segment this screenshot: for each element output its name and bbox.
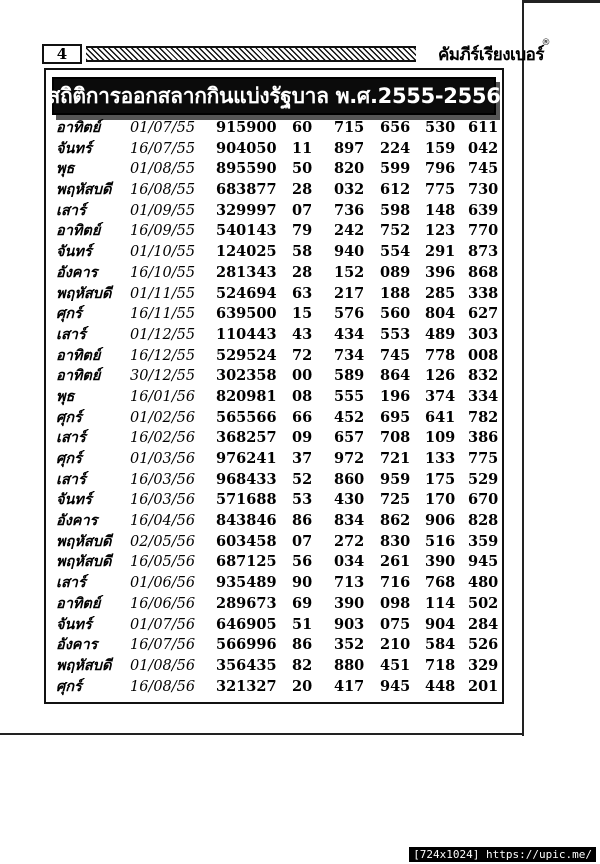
three-digit-2: 098	[380, 594, 411, 612]
three-digit-4: 639	[468, 201, 499, 219]
two-digit-prize: 60	[292, 119, 313, 136]
three-digit-4: 611	[468, 119, 499, 136]
draw-day: เสาร์	[56, 471, 86, 488]
draw-date: 16/09/55	[130, 223, 196, 240]
draw-day: อาทิตย์	[56, 368, 101, 385]
two-digit-prize: 07	[292, 532, 313, 550]
table-row	[52, 346, 502, 367]
draw-date: 16/08/56	[130, 678, 196, 695]
draw-day: เสาร์	[56, 575, 86, 592]
three-digit-4: 042	[468, 139, 499, 157]
draw-date: 01/10/55	[130, 244, 196, 261]
draw-date: 16/01/56	[130, 388, 196, 405]
table-row	[52, 118, 502, 139]
draw-date: 01/11/55	[130, 285, 196, 302]
first-prize: 329997	[216, 201, 277, 219]
three-digit-4: 338	[468, 284, 499, 302]
first-prize: 935489	[216, 574, 277, 592]
draw-date: 01/07/56	[130, 616, 196, 633]
two-digit-prize: 56	[292, 553, 313, 571]
first-prize: 687125	[216, 553, 277, 571]
three-digit-2: 612	[380, 181, 411, 199]
two-digit-prize: 58	[292, 243, 313, 261]
scan-edge-bottom	[0, 733, 524, 735]
three-digit-4: 359	[468, 532, 499, 550]
two-digit-prize: 43	[292, 325, 313, 343]
three-digit-3: 489	[425, 325, 456, 343]
three-digit-1: 903	[334, 615, 365, 633]
three-digit-2: 451	[380, 656, 411, 674]
draw-date: 16/04/56	[130, 513, 196, 530]
draw-date: 01/03/56	[130, 451, 196, 467]
draw-date: 16/12/55	[130, 347, 196, 364]
three-digit-4: 873	[468, 243, 499, 261]
draw-day: ศุกร์	[56, 306, 82, 323]
first-prize: 915900	[216, 119, 277, 136]
brand-name: คัมภีร์เรียงเบอร์	[437, 44, 544, 65]
draw-date: 16/03/56	[130, 471, 196, 488]
first-prize: 571688	[216, 491, 277, 509]
table-row	[52, 304, 502, 325]
table-row	[52, 139, 502, 160]
draw-date: 16/08/55	[130, 182, 196, 199]
three-digit-1: 940	[334, 243, 365, 261]
first-prize: 110443	[216, 325, 277, 343]
draw-date: 01/06/56	[130, 575, 196, 592]
three-digit-3: 291	[425, 243, 456, 261]
two-digit-prize: 66	[292, 408, 313, 426]
three-digit-3: 109	[425, 429, 456, 447]
table-row	[52, 656, 502, 677]
two-digit-prize: 72	[292, 346, 313, 364]
three-digit-2: 695	[380, 408, 411, 426]
first-prize: 968433	[216, 470, 277, 488]
draw-day: พฤหัสบดี	[56, 657, 112, 674]
three-digit-3: 775	[425, 181, 456, 199]
three-digit-2: 075	[380, 615, 411, 633]
three-digit-4: 775	[468, 450, 499, 467]
two-digit-prize: 50	[292, 160, 313, 178]
three-digit-3: 396	[425, 263, 456, 281]
two-digit-prize: 69	[292, 594, 313, 612]
first-prize: 289673	[216, 594, 277, 612]
two-digit-prize: 09	[292, 429, 313, 447]
first-prize: 683877	[216, 181, 277, 199]
first-prize: 368257	[216, 429, 277, 447]
three-digit-2: 830	[380, 532, 411, 550]
three-digit-2: 862	[380, 512, 411, 530]
three-digit-3: 796	[425, 160, 456, 178]
draw-day: ศุกร์	[56, 451, 82, 467]
draw-day: อังคาร	[56, 513, 98, 530]
three-digit-2: 656	[380, 119, 411, 136]
three-digit-3: 390	[425, 553, 456, 571]
draw-day: พฤหัสบดี	[56, 533, 112, 550]
page-header	[42, 38, 550, 66]
three-digit-2: 210	[380, 636, 411, 654]
draw-date: 01/07/55	[130, 120, 196, 136]
table-row	[52, 325, 502, 346]
three-digit-1: 272	[334, 532, 365, 550]
three-digit-1: 820	[334, 160, 365, 178]
registered-mark: ®	[541, 38, 550, 48]
two-digit-prize: 63	[292, 284, 313, 302]
first-prize: 603458	[216, 532, 277, 550]
three-digit-1: 713	[334, 574, 365, 592]
three-digit-4: 386	[468, 429, 499, 447]
three-digit-2: 560	[380, 305, 411, 323]
draw-day: พุธ	[56, 161, 75, 178]
table-row	[52, 573, 502, 594]
three-digit-3: 123	[425, 222, 456, 240]
three-digit-3: 175	[425, 470, 456, 488]
three-digit-1: 242	[334, 222, 365, 240]
three-digit-1: 152	[334, 263, 365, 281]
table-row	[52, 284, 502, 305]
three-digit-3: 768	[425, 574, 456, 592]
two-digit-prize: 28	[292, 181, 313, 199]
three-digit-3: 159	[425, 139, 456, 157]
draw-day: เสาร์	[56, 202, 86, 219]
draw-day: จันทร์	[56, 140, 92, 157]
draw-date: 16/07/56	[130, 637, 196, 654]
draw-date: 16/10/55	[130, 264, 196, 281]
three-digit-4: 627	[468, 305, 499, 323]
three-digit-3: 285	[425, 284, 456, 302]
three-digit-1: 032	[334, 181, 365, 199]
two-digit-prize: 90	[292, 574, 313, 592]
two-digit-prize: 86	[292, 512, 313, 530]
three-digit-1: 834	[334, 512, 365, 530]
three-digit-2: 188	[380, 284, 411, 302]
three-digit-1: 860	[334, 470, 365, 488]
table-row	[52, 428, 502, 449]
draw-date: 16/11/55	[130, 306, 196, 323]
two-digit-prize: 79	[292, 222, 313, 240]
table-row	[52, 201, 502, 222]
three-digit-2: 599	[380, 160, 411, 178]
table-row	[52, 594, 502, 615]
draw-day: อาทิตย์	[56, 120, 101, 136]
draw-day: อาทิตย์	[56, 223, 101, 240]
three-digit-2: 716	[380, 574, 411, 592]
three-digit-4: 201	[468, 677, 499, 695]
three-digit-2: 708	[380, 429, 411, 447]
draw-day: จันทร์	[56, 492, 92, 509]
three-digit-3: 148	[425, 201, 456, 219]
three-digit-3: 170	[425, 491, 456, 509]
table-row	[52, 387, 502, 408]
three-digit-1: 034	[334, 553, 365, 571]
two-digit-prize: 37	[292, 450, 313, 467]
brand-logo	[418, 38, 550, 66]
header-hatch-decoration	[86, 46, 416, 62]
three-digit-3: 530	[425, 119, 456, 136]
draw-date: 01/09/55	[130, 202, 196, 219]
first-prize: 524694	[216, 284, 277, 302]
page-number: 4	[42, 44, 82, 64]
table-row	[52, 470, 502, 491]
draw-day: จันทร์	[56, 616, 92, 633]
first-prize: 281343	[216, 263, 277, 281]
first-prize: 356435	[216, 656, 277, 674]
three-digit-3: 126	[425, 367, 456, 385]
three-digit-1: 657	[334, 429, 365, 447]
three-digit-1: 434	[334, 325, 365, 343]
three-digit-3: 584	[425, 636, 456, 654]
three-digit-2: 554	[380, 243, 411, 261]
three-digit-1: 734	[334, 346, 365, 364]
table-row	[52, 242, 502, 263]
three-digit-2: 261	[380, 553, 411, 571]
two-digit-prize: 86	[292, 636, 313, 654]
three-digit-1: 880	[334, 656, 365, 674]
three-digit-4: 284	[468, 615, 499, 633]
three-digit-2: 945	[380, 677, 411, 695]
three-digit-4: 303	[468, 325, 499, 343]
three-digit-1: 897	[334, 139, 365, 157]
two-digit-prize: 51	[292, 615, 313, 633]
first-prize: 904050	[216, 139, 277, 157]
draw-date: 16/03/56	[130, 492, 196, 509]
draw-day: พฤหัสบดี	[56, 285, 112, 302]
two-digit-prize: 00	[292, 367, 313, 385]
three-digit-4: 782	[468, 408, 499, 426]
three-digit-1: 417	[334, 677, 365, 695]
draw-day: พฤหัสบดี	[56, 554, 112, 571]
table-title: สถิติการออกสลากกินแบ่งรัฐบาล พ.ศ.2555-2556	[52, 77, 496, 115]
three-digit-3: 114	[425, 594, 456, 612]
three-digit-2: 959	[380, 470, 411, 488]
three-digit-1: 736	[334, 201, 365, 219]
three-digit-4: 828	[468, 512, 499, 530]
three-digit-2: 089	[380, 263, 411, 281]
three-digit-4: 670	[468, 491, 499, 509]
three-digit-4: 480	[468, 574, 499, 592]
table-row	[52, 263, 502, 284]
three-digit-1: 555	[334, 387, 365, 405]
three-digit-3: 448	[425, 677, 456, 695]
three-digit-1: 715	[334, 119, 365, 136]
table-row	[52, 159, 502, 180]
draw-date: 16/02/56	[130, 430, 196, 447]
three-digit-3: 804	[425, 305, 456, 323]
three-digit-2: 864	[380, 367, 411, 385]
draw-date: 30/12/55	[130, 368, 196, 385]
three-digit-4: 008	[468, 346, 499, 364]
first-prize: 646905	[216, 615, 277, 633]
table-row	[52, 221, 502, 242]
three-digit-3: 374	[425, 387, 456, 405]
three-digit-1: 430	[334, 491, 365, 509]
draw-date: 02/05/56	[130, 533, 196, 550]
draw-date: 16/05/56	[130, 554, 196, 571]
three-digit-2: 224	[380, 139, 411, 157]
three-digit-3: 778	[425, 346, 456, 364]
draw-day: อังคาร	[56, 637, 98, 654]
draw-day: ศุกร์	[56, 678, 82, 695]
draw-date: 16/06/56	[130, 595, 196, 612]
scan-edge-top	[524, 0, 600, 3]
three-digit-4: 526	[468, 636, 499, 654]
three-digit-4: 334	[468, 387, 499, 405]
draw-day: พฤหัสบดี	[56, 182, 112, 199]
three-digit-2: 553	[380, 325, 411, 343]
scan-edge-right	[522, 0, 524, 736]
three-digit-3: 133	[425, 450, 456, 467]
three-digit-1: 972	[334, 450, 365, 467]
first-prize: 540143	[216, 222, 277, 240]
three-digit-3: 718	[425, 656, 456, 674]
draw-date: 01/08/55	[130, 161, 196, 178]
table-row	[52, 490, 502, 511]
draw-day: อาทิตย์	[56, 595, 101, 612]
three-digit-2: 721	[380, 450, 411, 467]
table-row	[52, 511, 502, 532]
three-digit-2: 752	[380, 222, 411, 240]
draw-day: พุธ	[56, 388, 75, 405]
two-digit-prize: 08	[292, 387, 313, 405]
three-digit-2: 725	[380, 491, 411, 509]
three-digit-4: 945	[468, 553, 499, 571]
first-prize: 843846	[216, 512, 277, 530]
draw-date: 01/08/56	[130, 657, 196, 674]
three-digit-4: 745	[468, 160, 499, 178]
table-row	[52, 366, 502, 387]
three-digit-4: 832	[468, 367, 499, 385]
draw-day: เสาร์	[56, 430, 86, 447]
three-digit-1: 589	[334, 367, 365, 385]
three-digit-4: 770	[468, 222, 499, 240]
first-prize: 124025	[216, 243, 277, 261]
three-digit-4: 529	[468, 470, 499, 488]
draw-date: 01/12/55	[130, 326, 196, 343]
three-digit-3: 516	[425, 532, 456, 550]
lottery-results-table	[52, 118, 502, 697]
three-digit-1: 352	[334, 636, 365, 654]
three-digit-3: 906	[425, 512, 456, 530]
two-digit-prize: 53	[292, 491, 313, 509]
three-digit-1: 576	[334, 305, 365, 323]
draw-date: 16/07/55	[130, 140, 196, 157]
three-digit-4: 730	[468, 181, 499, 199]
two-digit-prize: 15	[292, 305, 313, 323]
three-digit-2: 598	[380, 201, 411, 219]
draw-day: จันทร์	[56, 244, 92, 261]
table-row	[52, 615, 502, 636]
three-digit-3: 904	[425, 615, 456, 633]
two-digit-prize: 20	[292, 677, 313, 695]
first-prize: 639500	[216, 305, 277, 323]
two-digit-prize: 07	[292, 201, 313, 219]
draw-day: เสาร์	[56, 326, 86, 343]
three-digit-2: 745	[380, 346, 411, 364]
table-row	[52, 180, 502, 201]
first-prize: 895590	[216, 160, 277, 178]
first-prize: 565566	[216, 408, 277, 426]
first-prize: 976241	[216, 450, 277, 467]
two-digit-prize: 52	[292, 470, 313, 488]
draw-day: อังคาร	[56, 264, 98, 281]
image-watermark: [724x1024] https://upic.me/	[409, 847, 596, 862]
draw-day: ศุกร์	[56, 409, 82, 426]
table-row	[52, 449, 502, 470]
three-digit-4: 868	[468, 263, 499, 281]
draw-date: 01/02/56	[130, 409, 196, 426]
table-row	[52, 408, 502, 429]
table-row	[52, 532, 502, 553]
two-digit-prize: 11	[292, 139, 313, 157]
three-digit-1: 390	[334, 594, 365, 612]
table-row	[52, 552, 502, 573]
three-digit-1: 217	[334, 284, 365, 302]
table-row	[52, 635, 502, 656]
two-digit-prize: 28	[292, 263, 313, 281]
first-prize: 529524	[216, 346, 277, 364]
first-prize: 321327	[216, 677, 277, 695]
table-row	[52, 677, 502, 698]
three-digit-4: 329	[468, 656, 499, 674]
draw-day: อาทิตย์	[56, 347, 101, 364]
first-prize: 302358	[216, 367, 277, 385]
two-digit-prize: 82	[292, 656, 313, 674]
first-prize: 820981	[216, 387, 277, 405]
three-digit-3: 641	[425, 408, 456, 426]
three-digit-2: 196	[380, 387, 411, 405]
first-prize: 566996	[216, 636, 277, 654]
three-digit-4: 502	[468, 594, 499, 612]
three-digit-1: 452	[334, 408, 365, 426]
